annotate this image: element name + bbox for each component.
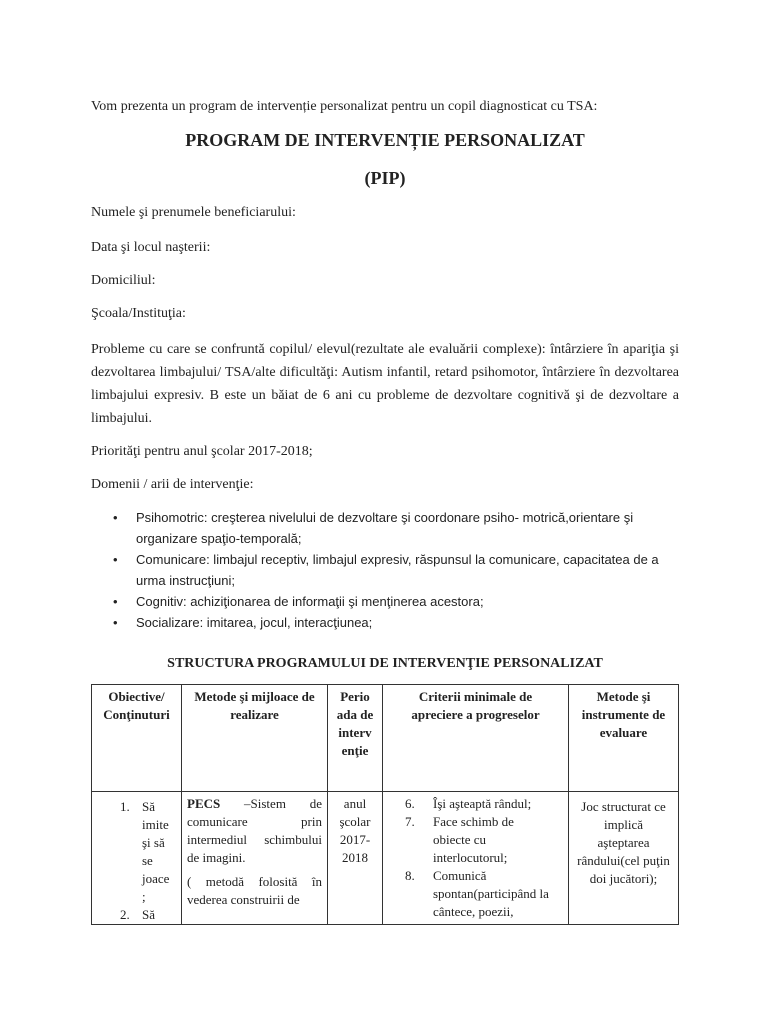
list-item: • Socializare: imitarea, jocul, interacţiunea;	[91, 612, 681, 633]
structure-title: STRUCTURA PROGRAMULUI DE INTERVENŢIE PERSONALIZAT	[167, 656, 603, 671]
list-item: 1. Să imite şi să se joace ;	[120, 799, 170, 904]
list-item: • Psihomotric: creşterea nivelului de dezvoltare şi coordonare psiho- motrică,orientare şi organizare spaţio-temporală;	[91, 507, 681, 549]
cell-criteria	[383, 792, 569, 925]
bullet-icon: •	[113, 615, 118, 630]
page-subtitle: (PIP)	[364, 168, 406, 188]
header-evaluation: Metode şi instrumente de evaluare	[569, 685, 679, 792]
intervention-table	[91, 684, 679, 925]
domains-list	[91, 507, 681, 633]
header-criteria: Criterii minimale de apreciere a progreselor	[383, 685, 569, 792]
cell-evaluation: Joc structurat ce implică aşteptarea rândului(cel puţin doi jucători);	[569, 792, 679, 925]
cell-objectives	[92, 792, 182, 925]
field-home: Domiciliul:	[91, 273, 156, 288]
field-name: Numele şi prenumele beneficiarului:	[91, 205, 296, 220]
field-birth: Data şi locul naşterii:	[91, 240, 211, 255]
intro-text: Vom prezenta un program de intervenție personalizat pentru un copil diagnosticat cu TSA:	[91, 99, 598, 114]
list-item: 2. Să	[120, 907, 155, 922]
cell-period: anul şcolar 2017-2018	[328, 792, 383, 925]
table-row	[92, 792, 679, 925]
domains-label: Domenii / arii de intervenţie:	[91, 477, 254, 492]
field-school: Şcoala/Instituţia:	[91, 306, 186, 321]
list-item: 6. Îşi aşteaptă rândul;	[405, 796, 532, 811]
list-item: • Comunicare: limbajul receptiv, limbajul expresiv, răspunsul la comunicare, capacitatea de a urma instrucţiuni;	[91, 549, 681, 591]
header-objectives: Obiective/ Conţinuturi	[92, 685, 182, 792]
list-item: 7. Face schimb de obiecte cu interlocutorul;	[405, 814, 514, 865]
page-title: PROGRAM DE INTERVENȚIE PERSONALIZAT	[185, 130, 585, 150]
bullet-icon: •	[113, 594, 118, 609]
cell-methods: PECS –Sistem de comunicare prin intermediul schimbului de imagini. ( metodă folosită în vederea construirii de	[182, 792, 328, 925]
list-item: 8. Comunică spontan(participând la cântece, poezii,	[405, 868, 549, 919]
methods-bold: PECS	[187, 796, 221, 811]
bullet-icon: •	[113, 510, 118, 525]
bullet-icon: •	[113, 552, 118, 567]
table-header-row	[92, 685, 679, 792]
problems-paragraph: Probleme cu care se confruntă copilul/ elevul(rezultate ale evaluării complexe): întârziere în apariţia şi dezvoltarea limbajului/ TSA/alte dificultăţi: Autism infantil, retard psihomotor, întârziere în dezvoltarea limbajului expresiv. B este un băiat de 6 ani cu probleme de dezvoltare cognitivă şi de dezvoltare a limbajului.	[91, 342, 679, 426]
priorities-text: Priorităţi pentru anul şcolar 2017-2018;	[91, 444, 313, 459]
list-item: • Cognitiv: achiziţionarea de informaţii şi menţinerea acestora;	[91, 591, 681, 612]
header-period: Perio ada de interv enţie	[328, 685, 383, 792]
header-methods: Metode şi mijloace de realizare	[182, 685, 328, 792]
